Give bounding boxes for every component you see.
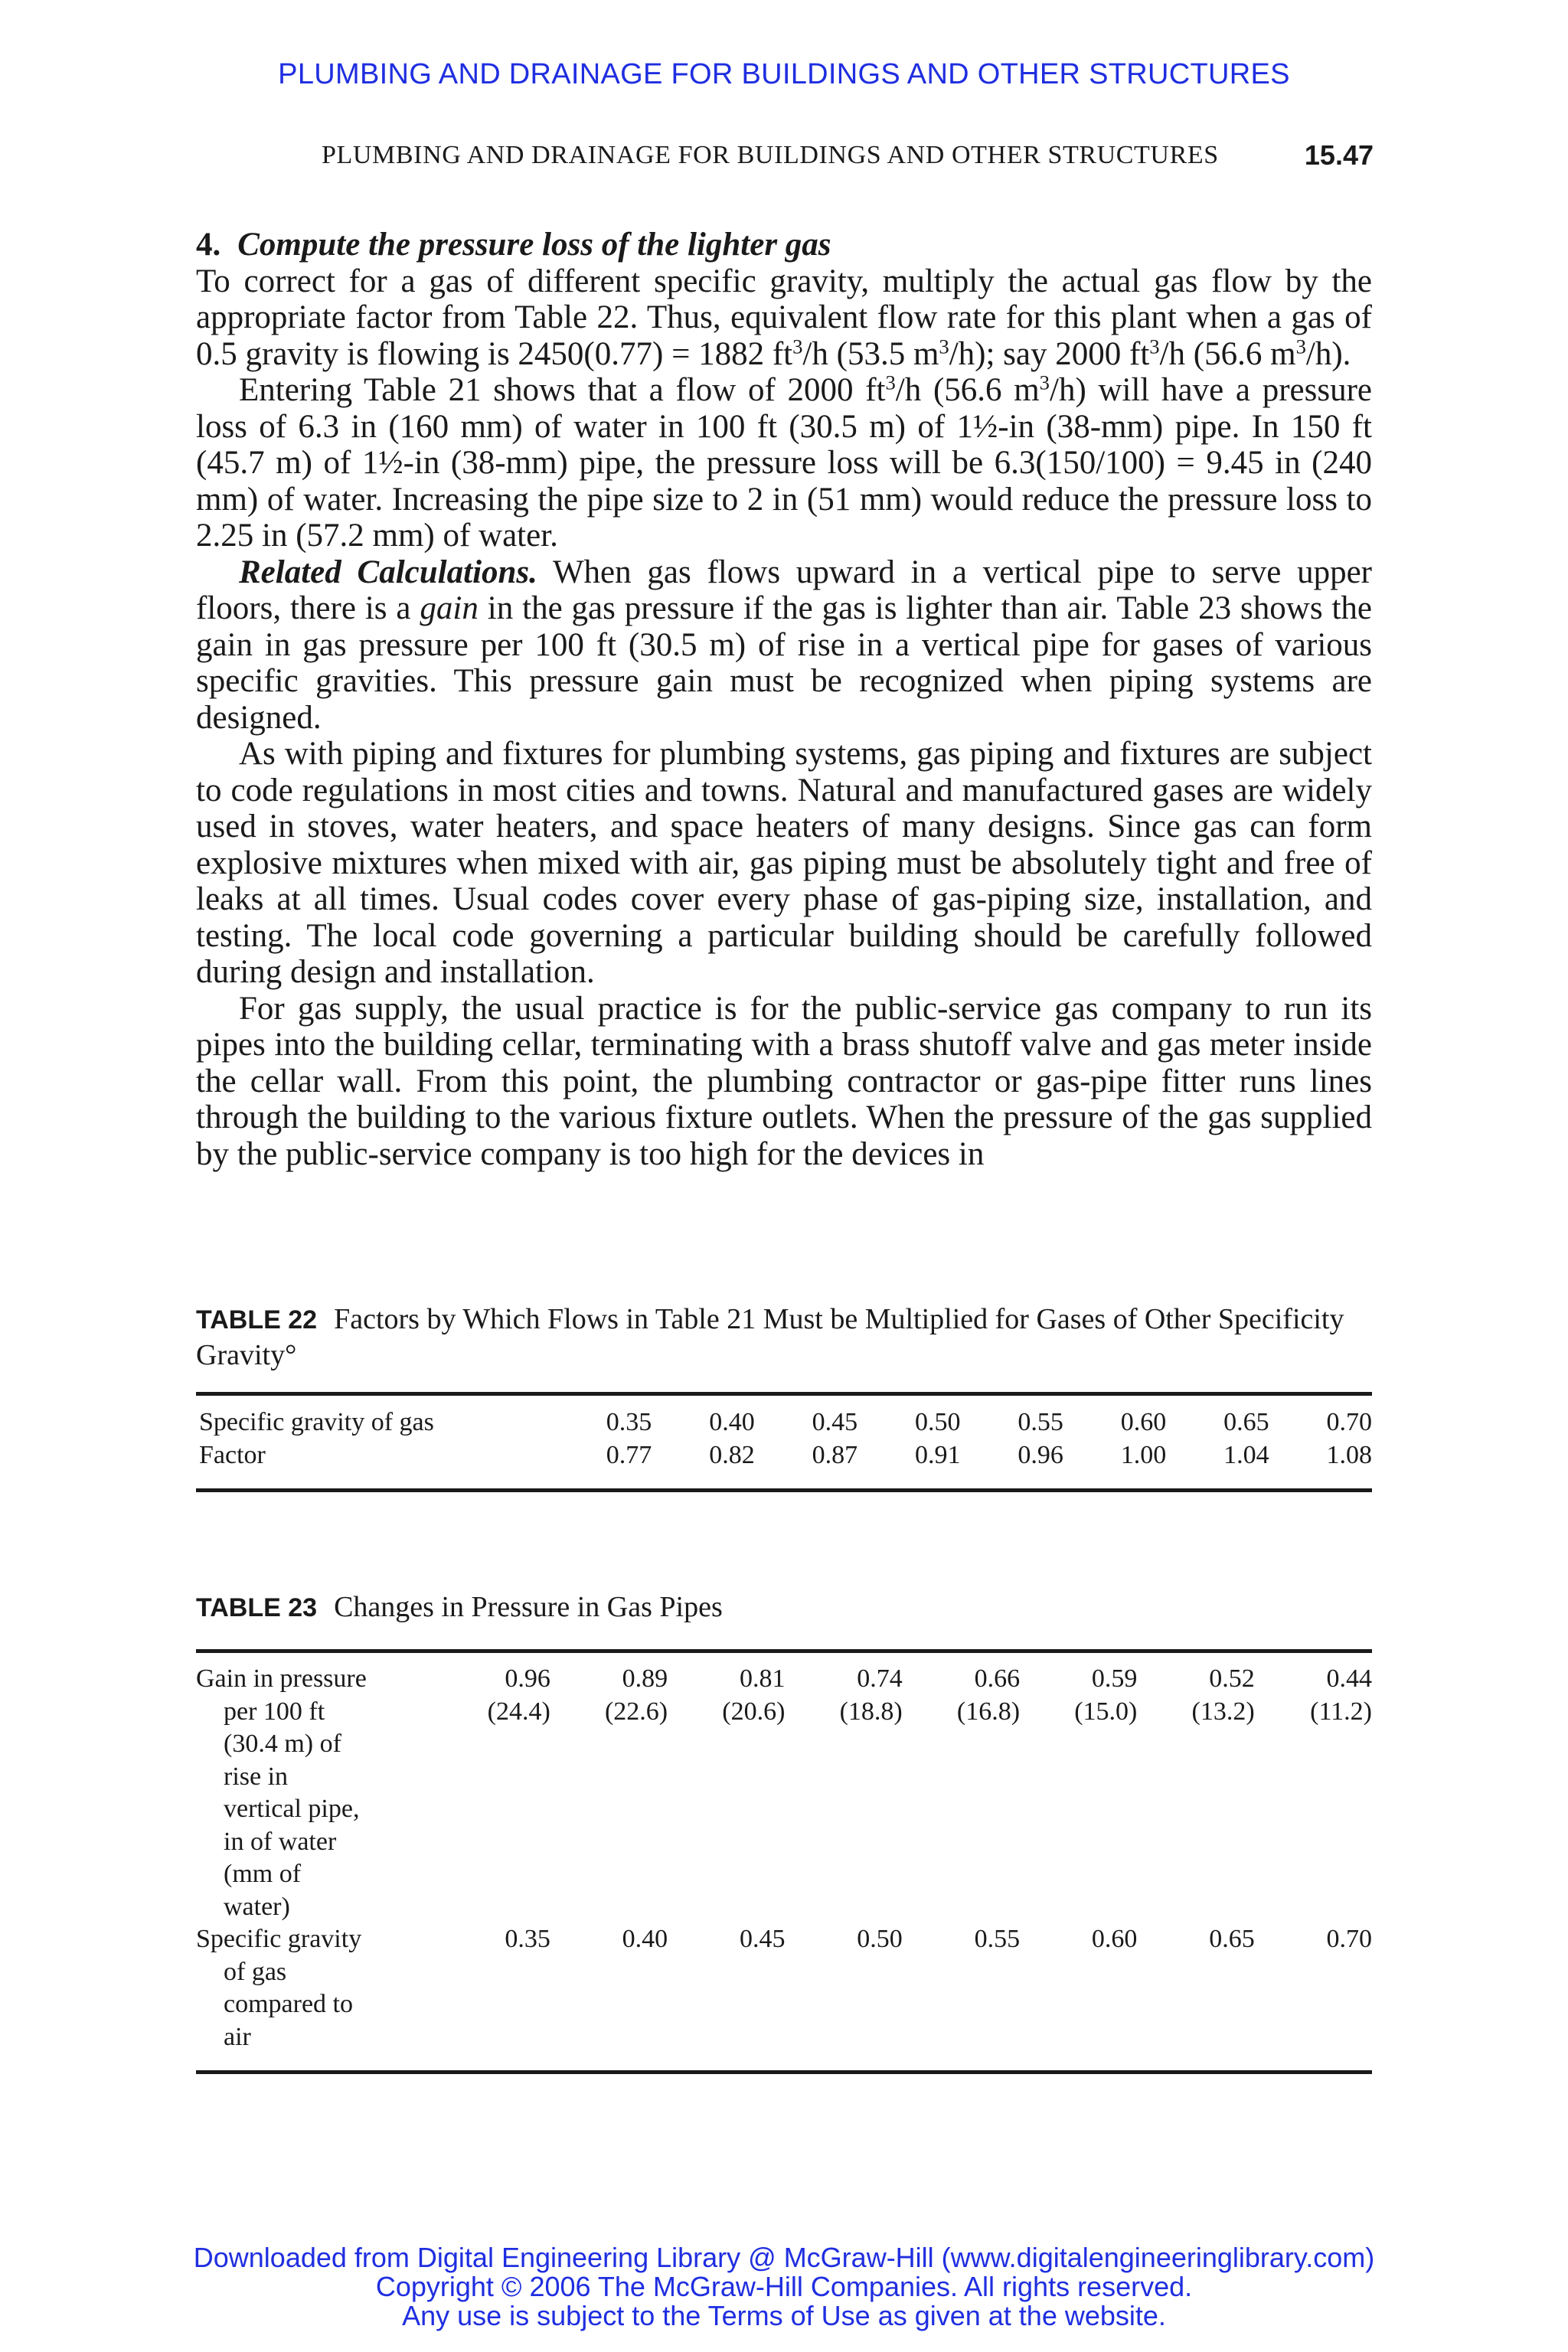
table-cell: 1.04 (1223, 1441, 1269, 1469)
table-cell: 0.96 (1018, 1441, 1063, 1469)
row-label-line: per 100 ft (224, 1697, 325, 1726)
table-cell (433, 1663, 550, 1728)
table-cell: 0.35 (606, 1408, 652, 1436)
table-cell: 0.70 (1326, 1408, 1373, 1436)
table-22 (196, 1406, 1372, 1472)
row-label-line: (mm of (224, 1860, 302, 1888)
footer-line-3: Any use is subject to the Terms of Use as given at the website. (402, 2300, 1166, 2331)
footer-line-2: Copyright © 2006 The McGraw-Hill Companies. All rights reserved. (375, 2271, 1193, 2302)
table-23-caption (196, 1589, 1372, 1625)
table-cell: 0.50 (857, 1925, 903, 1953)
download-banner: PLUMBING AND DRAINAGE FOR BUILDINGS AND OTHER STRUCTURES (278, 58, 1290, 90)
paragraph-5: For gas supply, the usual practice is for the public-service gas company to run its pipes into the building cellar, terminating with a brass shutoff valve and gas meter inside the cellar wall. From this point, the plumbing contractor or gas-pipe fitter runs lines through the building to the various fixture outlets. When the pressure of the gas supplied by the public-service company is too high for the devices in (196, 990, 1372, 1172)
table-cell: 0.40 (709, 1408, 755, 1436)
paragraph-1: To correct for a gas of different specific gravity, multiply the actual gas flow by the appropriate factor from Table 22. Thus, equivalent flow rate for this plant when a gas of 0.5 gravity is flowing is 2450(0.77) = 1882 $ft^3/h$ (53.5 $m^3/h$); say 2000 $ft^3/h$ (56.6 $m^3/h$). (196, 263, 1372, 372)
row-label-line: (30.4 m) of (224, 1730, 341, 1758)
table-row (196, 1406, 1372, 1439)
table-23 (196, 1663, 1372, 2053)
table-cell (1137, 1663, 1254, 1728)
paragraph-2: Entering Table 21 shows that a flow of 2000 $ft^3/h$ (56.6 $m^3/h$) will have a pressure loss of 6.3 in (160 mm) of water in 100 ft (30.5 m) of 1½-in (38-mm) pipe. In 150 ft (45.7 m) of 1½-in (38-mm) pipe, the pressure loss will be 6.3(150/100) = 9.45 in (240 mm) of water. Increasing the pipe size to 2 in (51 mm) would reduce the pressure loss to 2.25 in (57.2 mm) of water. (196, 371, 1372, 554)
table-23-top-rule (196, 1649, 1372, 1653)
table-cell: 1.08 (1326, 1441, 1373, 1469)
table-cell (550, 1663, 668, 1728)
table-23-caption-text: Changes in Pressure in Gas Pipes (334, 1591, 723, 1623)
table-22-caption (196, 1302, 1372, 1373)
step-heading (196, 227, 1372, 263)
cell-in: 0.66 (974, 1664, 1021, 1693)
row-label-line: air (224, 2022, 251, 2051)
row-label: Specific gravity of gas (199, 1408, 434, 1436)
related-calculations-heading: Related Calculations. (239, 554, 537, 590)
row-label-line: Gain in pressure (196, 1664, 367, 1693)
step-number: 4. (196, 227, 221, 263)
row-label-line: rise in (224, 1762, 289, 1791)
table-cell: 0.77 (606, 1441, 652, 1469)
paragraph-3 (196, 554, 1372, 737)
table-cell: 0.55 (1018, 1408, 1063, 1436)
table-cell (668, 1663, 785, 1728)
body-text (196, 227, 1372, 1172)
cell-in: 0.52 (1209, 1664, 1255, 1693)
footer-line-1[interactable]: Downloaded from Digital Engineering Library @ McGraw-Hill (www.digitalengineeringlibrary.com) (193, 2242, 1375, 2273)
cell-in: 0.81 (739, 1664, 786, 1693)
row-label-line: in of water (224, 1827, 337, 1856)
table-row (196, 1663, 1372, 1923)
table-22-bottom-rule (196, 1488, 1372, 1492)
table-row (196, 1439, 1372, 1472)
cell-mm: (13.2) (1191, 1697, 1255, 1726)
download-footer (0, 2243, 1568, 2331)
row-label-line: Specific gravity (196, 1925, 362, 1953)
table-cell (785, 1663, 902, 1728)
cell-in: 0.44 (1326, 1664, 1373, 1693)
cell-in: 0.74 (857, 1664, 903, 1693)
cell-mm: (22.6) (604, 1697, 668, 1726)
row-label (196, 1923, 433, 2053)
cell-mm: (24.4) (487, 1697, 550, 1726)
table-23-bottom-rule (196, 2070, 1372, 2074)
paragraph-3-emphasis: gain (420, 590, 479, 626)
table-cell: 0.91 (914, 1441, 961, 1469)
table-cell: 1.00 (1120, 1441, 1167, 1469)
running-head: PLUMBING AND DRAINAGE FOR BUILDINGS AND OTHER STRUCTURES (322, 141, 1219, 169)
table-row (196, 1923, 1372, 2053)
cell-in: 0.59 (1091, 1664, 1138, 1693)
table-cell: 0.87 (812, 1441, 858, 1469)
table-22-caption-text: Factors by Which Flows in Table 21 Must be Multiplied for Gases of Other Specificity Gravity° (196, 1303, 1344, 1371)
table-cell: 0.45 (812, 1408, 858, 1436)
table-cell: 0.45 (739, 1925, 786, 1953)
row-label-line: compared to (224, 1990, 353, 2018)
cell-mm: (18.8) (839, 1697, 903, 1726)
table-cell: 0.65 (1209, 1925, 1255, 1953)
table-cell: 0.40 (622, 1925, 668, 1953)
table-cell: 0.82 (709, 1441, 755, 1469)
cell-mm: (11.2) (1310, 1697, 1373, 1726)
table-cell: 0.50 (914, 1408, 961, 1436)
table-cell: 0.65 (1223, 1408, 1269, 1436)
page-number: 15.47 (1304, 139, 1374, 171)
cell-mm: (20.6) (722, 1697, 786, 1726)
table-cell: 0.55 (974, 1925, 1021, 1953)
cell-in: 0.96 (505, 1664, 550, 1693)
table-23-label: TABLE 23 (196, 1593, 318, 1622)
cell-in: 0.89 (622, 1664, 668, 1693)
cell-mm: (15.0) (1074, 1697, 1138, 1726)
row-label: Factor (199, 1441, 266, 1469)
table-cell: 0.60 (1120, 1408, 1167, 1436)
table-cell (1255, 1663, 1372, 1728)
row-label-line: of gas (224, 1957, 287, 1986)
row-label-line: vertical pipe, (224, 1795, 360, 1823)
row-label-line: water) (224, 1892, 290, 1921)
paragraph-4: As with piping and fixtures for plumbing systems, gas piping and fixtures are subject to code regulations in most cities and towns. Natural and manufactured gases are widely used in stoves, water heaters, and space heaters of many designs. Since gas can form explosive mixtures when mixed with air, gas piping must be absolutely tight and free of leaks at all times. Usual codes cover every phase of gas-piping size, installation, and testing. The local code governing a particular building should be carefully followed during design and installation. (196, 736, 1372, 990)
paragraph-3-part-b: in the gas pressure if the gas is lighter than air. Table 23 shows the gain in gas pressure per 100 ft (30.5 m) of rise in a vertical pipe for gases of various specific gravities. This pressure gain must be recognized when piping systems are designed. (196, 590, 1372, 736)
step-title: Compute the pressure loss of the lighter gas (237, 227, 831, 263)
table-cell (903, 1663, 1020, 1728)
paragraph-3-part-a: When gas flows upward in a vertical pipe to serve upper floors, there is a (196, 554, 1372, 626)
table-cell (1020, 1663, 1137, 1728)
table-cell: 0.35 (505, 1925, 550, 1953)
cell-mm: (16.8) (956, 1697, 1021, 1726)
table-22-top-rule (196, 1392, 1372, 1396)
table-cell: 0.70 (1326, 1925, 1373, 1953)
table-cell: 0.60 (1091, 1925, 1138, 1953)
table-22-label: TABLE 22 (196, 1305, 318, 1334)
row-label (196, 1663, 433, 1923)
